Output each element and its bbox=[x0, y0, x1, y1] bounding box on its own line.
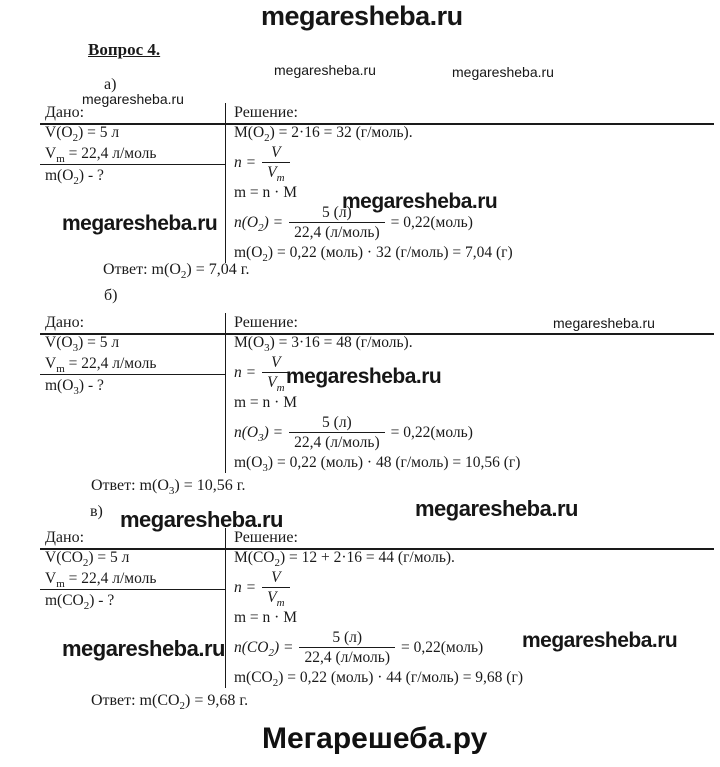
solution-table-v bbox=[40, 528, 714, 688]
calc-rhs: = 0,22(моль) bbox=[400, 638, 484, 656]
molar-mass-line: $M(O_2) = 2\cdot 16 = 32$ (г/моль). bbox=[234, 124, 413, 145]
watermark: megaresheba.ru bbox=[553, 315, 655, 331]
calc-lhs: $n(CO_2)$ = bbox=[234, 638, 294, 659]
fraction bbox=[299, 629, 395, 666]
fraction bbox=[289, 414, 385, 451]
given-column bbox=[40, 528, 225, 688]
given-line: $V(O_3) = 5$ л bbox=[45, 334, 120, 355]
calc-m-line: $m(O_2) = 0,22$ (моль) · 32 (г/моль) = 7,04 (г) bbox=[234, 244, 513, 265]
watermark: megaresheba.ru bbox=[82, 91, 184, 107]
formula-lhs: n = bbox=[234, 153, 257, 171]
formula-m-line: m = n · M bbox=[234, 609, 297, 626]
given-line: $V_m = 22,4$ л/моль bbox=[45, 355, 157, 376]
formula-lhs: n = bbox=[234, 363, 257, 381]
fraction-numerator: V bbox=[262, 354, 289, 373]
solution-column bbox=[225, 528, 714, 688]
solution-header: Решение: bbox=[234, 104, 298, 121]
molar-mass-line: $M(CO_2) = 12 + 2\cdot 16 = 44$ (г/моль). bbox=[234, 549, 455, 570]
given-line: $V(CO_2) = 5$ л bbox=[45, 549, 130, 570]
section-label-b: б) bbox=[104, 287, 118, 304]
given-line: $V(O_2) = 5$ л bbox=[45, 124, 120, 145]
watermark: megaresheba.ru bbox=[286, 365, 442, 388]
given-header: Дано: bbox=[45, 529, 85, 546]
watermark: megaresheba.ru bbox=[274, 62, 376, 78]
header-rule bbox=[40, 123, 714, 125]
formula-m-line: m = n · M bbox=[234, 184, 297, 201]
answer-line-a: Ответ: $m(O_2) = 7,04$ г. bbox=[103, 261, 250, 282]
fraction-denominator: $V_m$ bbox=[267, 589, 285, 610]
fraction bbox=[262, 144, 289, 185]
fraction-denominator: 22,4 (л/моль) bbox=[294, 224, 380, 241]
watermark: megaresheba.ru bbox=[522, 629, 678, 652]
watermark: megaresheba.ru bbox=[415, 496, 578, 521]
find-line: $m(O_3)$ - ? bbox=[40, 374, 225, 396]
fraction-denominator: $V_m$ bbox=[267, 164, 285, 185]
solution-header: Решение: bbox=[234, 529, 298, 546]
calc-lhs: $n(O_3)$ = bbox=[234, 423, 284, 444]
watermark: megaresheba.ru bbox=[120, 507, 283, 532]
fraction-numerator: V bbox=[262, 144, 289, 163]
solution-column bbox=[225, 103, 714, 263]
solution-column bbox=[225, 313, 714, 473]
bottom-brand: Мегарешеба.ру bbox=[262, 722, 488, 755]
solution-table-a bbox=[40, 103, 714, 263]
formula-m-line: m = n · M bbox=[234, 394, 297, 411]
given-header: Дано: bbox=[45, 314, 85, 331]
header-rule bbox=[40, 548, 714, 550]
given-header: Дано: bbox=[45, 104, 85, 121]
fraction-numerator: V bbox=[262, 569, 289, 588]
fraction-denominator: $V_m$ bbox=[267, 374, 285, 395]
solution-table-b bbox=[40, 313, 714, 473]
given-line: $V_m = 22,4$ л/моль bbox=[45, 145, 157, 166]
answer-line-v: Ответ: $m(CO_2) = 9,68$ г. bbox=[91, 692, 249, 713]
formula-n-row bbox=[234, 144, 714, 185]
watermark: megaresheba.ru bbox=[342, 190, 498, 213]
watermark: megaresheba.ru bbox=[62, 636, 225, 661]
fraction-denominator: 22,4 (л/моль) bbox=[294, 434, 380, 451]
watermark: megaresheba.ru bbox=[62, 212, 218, 235]
watermark: megaresheba.ru bbox=[452, 64, 554, 80]
given-line: $V_m = 22,4$ л/моль bbox=[45, 570, 157, 591]
find-line: $m(O_2)$ - ? bbox=[40, 164, 225, 186]
answer-line-b: Ответ: $m(O_3) = 10,56$ г. bbox=[91, 477, 246, 498]
watermark-top-title: megaresheba.ru bbox=[261, 1, 463, 31]
given-column bbox=[40, 313, 225, 473]
find-line: $m(CO_2)$ - ? bbox=[40, 589, 225, 611]
section-label-a: а) bbox=[104, 76, 117, 93]
fraction bbox=[262, 569, 289, 610]
calc-lhs: $n(O_2)$ = bbox=[234, 213, 284, 234]
calc-m-line: $m(O_3) = 0,22$ (моль) · 48 (г/моль) = 10,56 (г) bbox=[234, 454, 521, 475]
given-column bbox=[40, 103, 225, 263]
solution-header: Решение: bbox=[234, 314, 298, 331]
formula-lhs: n = bbox=[234, 578, 257, 596]
section-label-v: в) bbox=[90, 503, 103, 520]
calc-n-row bbox=[234, 414, 714, 451]
calc-rhs: = 0,22(моль) bbox=[390, 213, 473, 231]
formula-n-row bbox=[234, 569, 714, 610]
question-title: Вопрос 4. bbox=[88, 40, 161, 59]
fraction-numerator: 5 (л) bbox=[299, 629, 395, 648]
fraction-numerator: 5 (л) bbox=[289, 204, 385, 223]
header-rule bbox=[40, 333, 714, 335]
calc-rhs: = 0,22(моль) bbox=[390, 423, 473, 441]
fraction-denominator: 22,4 (л/моль) bbox=[304, 649, 390, 666]
fraction-numerator: 5 (л) bbox=[289, 414, 385, 433]
calc-m-line: $m(CO_2) = 0,22$ (моль) · 44 (г/моль) = 9,68 (г) bbox=[234, 669, 523, 690]
molar-mass-line: $M(O_3) = 3\cdot 16 = 48$ (г/моль). bbox=[234, 334, 413, 355]
